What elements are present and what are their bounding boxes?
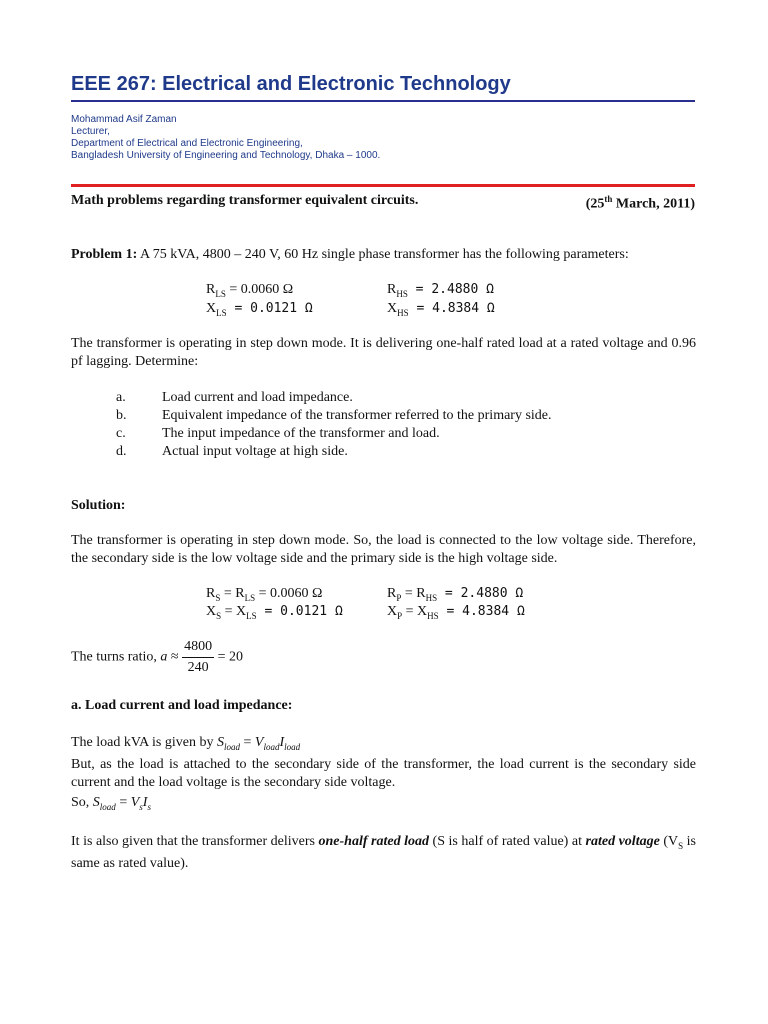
author-position: Lecturer, <box>71 126 110 137</box>
param-rhs: $R_{HS} = 2.4880$ Ω <box>387 282 494 299</box>
problem-statement: Problem 1: A 75 kVA, 4800 – 240 V, 60 Hz single phase transformer has the following parameters: <box>71 247 629 262</box>
eq-xs: $X_S = X_{LS} = 0.0121$ Ω <box>206 604 343 621</box>
problem-description: The transformer is operating in step down mode. It is delivering one-half rated load at a rated voltage and 0.96 pf lagging. Determine: <box>71 336 696 369</box>
solution-paragraph-2: But, as the load is attached to the secondary side of the transformer, the load current is the secondary side current and the load voltage is the secondary side voltage. <box>71 757 696 790</box>
solution-heading: Solution: <box>71 498 126 513</box>
date: (25th March, 2011) <box>585 194 695 212</box>
list-item-b: Equivalent impedance of the transformer referred to the primary side. <box>162 408 552 423</box>
list-item-c: The input impedance of the transformer and load. <box>162 426 440 441</box>
eq-xp: $X_P = X_{HS} = 4.8384$ Ω <box>387 604 525 621</box>
subtitle: Math problems regarding transformer equivalent circuits. <box>71 193 419 208</box>
part-a-heading: a. Load current and load impedance: <box>71 698 293 713</box>
turns-fraction: $\frac{4800}{240}$ <box>184 639 213 675</box>
author-name: Mohammad Asif Zaman <box>71 114 177 125</box>
problem-label: Problem 1: <box>71 247 138 262</box>
section-divider <box>71 184 695 187</box>
list-item-d: Actual input voltage at high side. <box>162 444 348 459</box>
list-item-b-letter: b. <box>116 408 127 423</box>
eq-rs: $R_S = R_{LS} = 0.0060$ Ω <box>206 586 323 603</box>
author-block <box>71 114 380 162</box>
param-rls: $R_{LS} = 0.0060$ Ω <box>206 282 294 299</box>
load-kva-equation: The load kVA is given by $S_{load} = V_{load}I_{load}$ <box>71 735 301 752</box>
so-equation: So, $S_{load} = V_sI_s$ <box>71 795 151 812</box>
document-title: EEE 267: Electrical and Electronic Technology <box>71 73 511 95</box>
param-xls: $X_{LS} = 0.0121$ Ω <box>206 301 313 318</box>
eq-rp: $R_P = R_{HS} = 2.4880$ Ω <box>387 586 524 603</box>
author-university: Bangladesh University of Engineering and Technology, Dhaka – 1000. <box>71 150 381 161</box>
list-item-d-letter: d. <box>116 444 127 459</box>
list-item-a-letter: a. <box>116 390 126 405</box>
title-divider <box>71 100 695 102</box>
turns-ratio: The turns ratio, a ≈ $\frac{4800}{240}$ = 20 <box>71 637 243 678</box>
list-item-a: Load current and load impedance. <box>162 390 353 405</box>
solution-paragraph-1: The transformer is operating in step down mode. So, the load is connected to the low voltage side. Therefore, the secondary side is the low voltage side and the primary side is the high voltage side. <box>71 533 696 566</box>
param-xhs: $X_{HS} = 4.8384$ Ω <box>387 301 495 318</box>
solution-paragraph-3: It is also given that the transformer delivers one-half rated load (S is half of rated value) at rated voltage ($V_S$ is same as rated value). <box>71 834 697 871</box>
list-item-c-letter: c. <box>116 426 126 441</box>
author-department: Department of Electrical and Electronic Engineering, <box>71 138 303 149</box>
